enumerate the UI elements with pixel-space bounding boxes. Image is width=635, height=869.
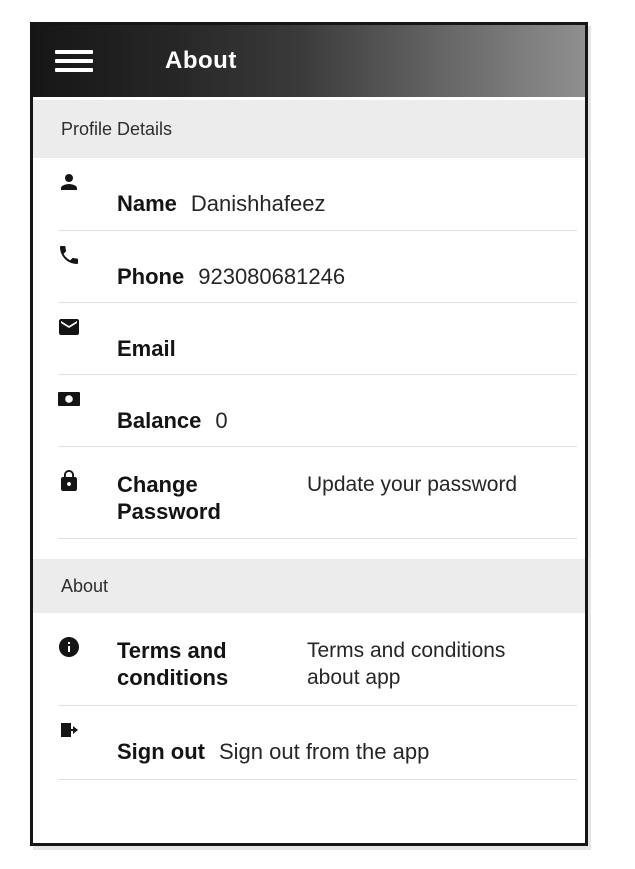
hamburger-icon [55, 50, 93, 54]
person-icon [57, 170, 81, 194]
menu-button[interactable] [55, 50, 93, 72]
item-label: Change Password [117, 472, 221, 524]
list-item-balance[interactable] [33, 375, 585, 446]
item-label: Terms and conditions [117, 638, 229, 690]
bottom-filler [33, 780, 585, 844]
section-spacer [33, 539, 585, 559]
item-label: Balance [117, 408, 202, 433]
appbar-title: About [165, 47, 237, 74]
phone-icon [57, 243, 81, 267]
mail-icon [57, 315, 81, 339]
device-frame [30, 22, 588, 846]
lock-icon [57, 469, 81, 493]
list-item-email[interactable] [33, 303, 585, 374]
item-label: Name [117, 191, 177, 216]
item-label: Phone [117, 264, 185, 289]
list-item-terms[interactable] [33, 613, 585, 705]
list-item-signout[interactable] [33, 706, 585, 779]
info-icon [57, 635, 81, 659]
item-description: Terms and conditions about app [307, 639, 506, 689]
cash-icon [57, 387, 81, 411]
item-value: Danishhafeez [190, 191, 326, 216]
item-description: Update your password [307, 473, 518, 496]
item-label: Email [117, 336, 176, 361]
list-item-phone[interactable] [33, 231, 585, 302]
section-header-profile-details [33, 100, 585, 158]
section-title: About [61, 575, 109, 596]
item-value: 923080681246 [198, 264, 346, 289]
section-header-about [33, 559, 585, 613]
list-item-name[interactable] [33, 158, 585, 230]
list-item-change-password[interactable] [33, 447, 585, 538]
settings-list [33, 100, 585, 780]
item-label: Sign out [117, 739, 205, 764]
section-title: Profile Details [61, 118, 173, 139]
appbar [33, 25, 585, 97]
item-value: Sign out from the app [218, 739, 430, 764]
item-value: 0 [215, 408, 228, 433]
logout-icon [57, 718, 81, 742]
